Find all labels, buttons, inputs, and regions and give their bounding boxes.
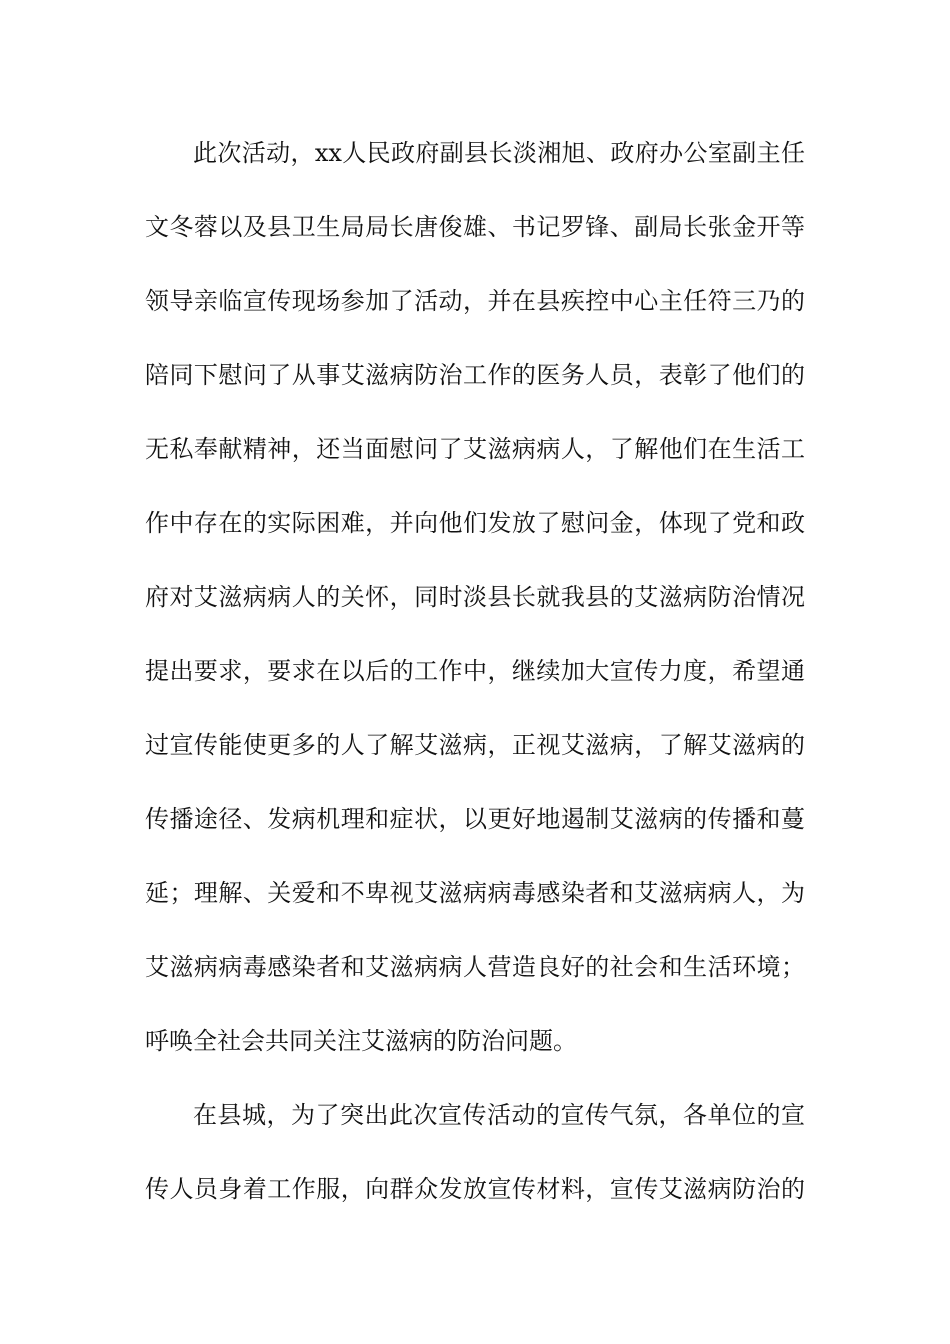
paragraph-1-line-6: 作中存在的实际困难，并向他们发放了慰问金，体现了党和政 <box>145 509 805 537</box>
paragraph-1-line-13: 呼唤全社会共同关注艾滋病的防治问题。 <box>145 1027 577 1055</box>
paragraph-1-line-1: 此次活动，xx人民政府副县长淡湘旭、政府办公室副主任 <box>193 139 805 167</box>
paragraph-1-line-8: 提出要求，要求在以后的工作中，继续加大宣传力度，希望通 <box>145 657 805 685</box>
paragraph-2-line-2: 传人员身着工作服，向群众发放宣传材料，宣传艾滋病防治的 <box>145 1175 805 1203</box>
paragraph-1-line-7: 府对艾滋病病人的关怀，同时淡县长就我县的艾滋病防治情况 <box>145 583 805 611</box>
paragraph-2-line-1: 在县城，为了突出此次宣传活动的宣传气氛，各单位的宣 <box>193 1101 805 1129</box>
paragraph-1-line-10: 传播途径、发病机理和症状，以更好地遏制艾滋病的传播和蔓 <box>145 805 805 833</box>
paragraph-1-line-4: 陪同下慰问了从事艾滋病防治工作的医务人员，表彰了他们的 <box>145 361 805 389</box>
paragraph-1-line-2: 文冬蓉以及县卫生局局长唐俊雄、书记罗锋、副局长张金开等 <box>145 213 805 241</box>
paragraph-1-line-9: 过宣传能使更多的人了解艾滋病，正视艾滋病，了解艾滋病的 <box>145 731 805 759</box>
paragraph-1-line-11: 延；理解、关爱和不卑视艾滋病病毒感染者和艾滋病病人，为 <box>145 879 805 907</box>
paragraph-1-line-3: 领导亲临宣传现场参加了活动，并在县疾控中心主任符三乃的 <box>145 287 805 315</box>
paragraph-1-line-12: 艾滋病病毒感染者和艾滋病病人营造良好的社会和生活环境； <box>145 953 805 981</box>
paragraph-1-line-5: 无私奉献精神，还当面慰问了艾滋病病人，了解他们在生活工 <box>145 435 805 463</box>
